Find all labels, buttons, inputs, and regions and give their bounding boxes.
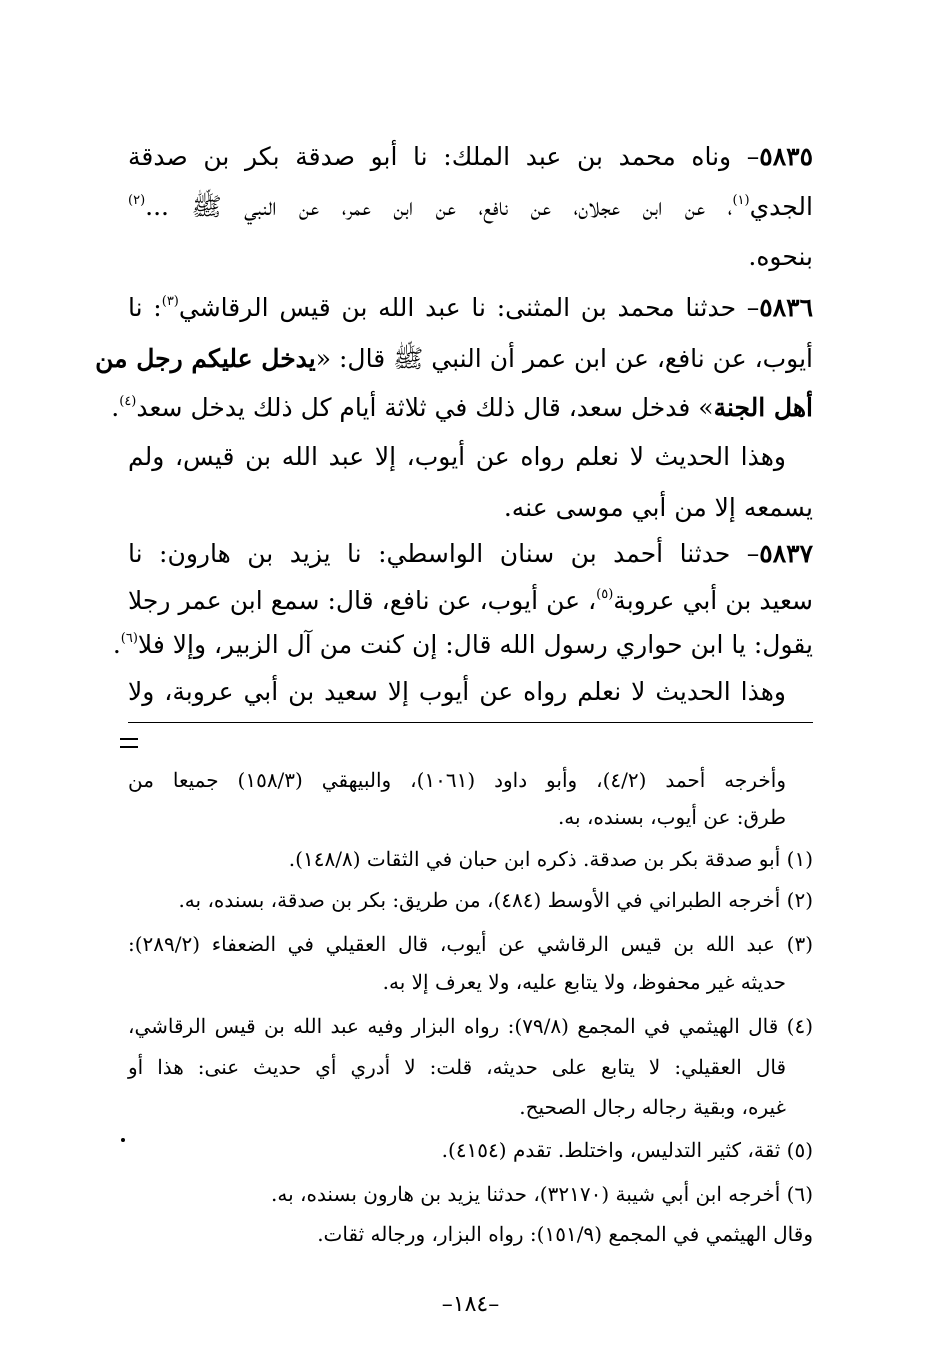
text-span: – حدثنا أحمد بن سنان الواسطي: نا يزيد بن هارون: نا [128, 539, 760, 568]
hadith-5835-line-3: بنحوه. [748, 242, 813, 271]
footnote-4-line-1: (٤) قال الهيثمي في المجمع (٧٩/٨): رواه البزار وفيه عبد الله بن قيس الرقاشي، [128, 1014, 813, 1038]
footnote-marker: (٤) [119, 394, 137, 409]
footnote-marker: (٢) [128, 193, 146, 208]
hadith-5837-line-3 [112, 628, 813, 662]
continuation-mark [120, 738, 138, 748]
hadith-5836-line-4: وهذا الحديث لا نعلم رواه عن أيوب، إلا عبد الله بن قيس، ولم [128, 442, 786, 471]
hadith-number: ٥٨٣٧ [759, 539, 813, 568]
footnote-marker: (٣) [161, 294, 179, 309]
text-span: يقول: يا ابن حواري رسول الله قال: إن كنت من آل الزبير، وإلا فلا [137, 630, 813, 659]
text-span: » فدخل سعد، قال ذلك في ثلاثة أيام كل ذلك يدخل سعد [136, 393, 714, 422]
footnote-4-line-2: قال العقيلي: لا يتابع على حديثه، قلت: لا أدري أي حديث عنى: هذا أو [128, 1055, 786, 1079]
hadith-5835-line-1 [128, 140, 813, 174]
hadith-5836-line-1 [128, 291, 813, 325]
footnote-3-line-1: (٣) عبد الله بن قيس الرقاشي عن أيوب، قال العقيلي في الضعفاء (٢٨٩/٢): [128, 932, 813, 956]
text-span: ، عن أيوب، عن نافع، قال: سمع ابن عمر رجلا [128, 586, 597, 615]
footnote-marker: (٦) [120, 631, 138, 646]
hadith-number: ٥٨٣٥ [759, 142, 813, 171]
footnote-4-line-3: غيره، وبقية رجاله رجال الصحيح. [519, 1095, 786, 1119]
hadith-5836-line-3 [111, 391, 813, 425]
text-span: : نا [128, 293, 162, 322]
footnote-5: (٥) ثقة، كثير التدليس، واختلط. تقدم (٤١٥٤). [441, 1138, 813, 1162]
text-span: أيوب، عن نافع، عن ابن عمر أن النبي ﷺ قال: « [315, 344, 813, 373]
text-span: الجدي [749, 192, 813, 221]
hadith-5836-line-2 [95, 342, 813, 376]
hadith-5837-line-1 [128, 537, 813, 571]
prophetic-quote: يدخل عليكم رجل من [95, 344, 316, 373]
footnote-3-line-2: حديثه غير محفوظ، ولا يتابع عليه، ولا يعرف إلا به. [382, 970, 786, 994]
text-span: . [111, 393, 120, 422]
footnote-2: (٢) أخرجه الطبراني في الأوسط (٤٨٤)، من طريق: بكر بن صدقة، بسنده، به. [178, 888, 813, 912]
footnote-6-line-2: وقال الهيثمي في المجمع (١٥١/٩): رواه البزار، ورجاله ثقات. [317, 1222, 813, 1246]
footnote-carry-line-2: طرق: عن أيوب، بسنده، به. [557, 805, 786, 829]
page-number: –١٨٤– [441, 1292, 500, 1317]
text-span: – حدثنا محمد بن المثنى: نا عبد الله بن قيس الرقاشي [178, 293, 760, 322]
print-speck [121, 1138, 125, 1142]
footnote-marker: (٥) [596, 587, 614, 602]
footnote-1: (١) أبو صدقة بكر بن صدقة. ذكره ابن حبان في الثقات (١٤٨/٨). [288, 847, 813, 871]
text-span: سعيد بن أبي عروبة [613, 586, 813, 615]
footnote-carry-line-1: وأخرجه أحمد (٤/٢)، وأبو داود (١٠٦١)، والبيهقي (١٥٨/٣) جميعا من [128, 768, 786, 792]
text-span: – وناه محمد بن عبد الملك: نا أبو صدقة بكر بن صدقة [128, 142, 760, 171]
hadith-5836-line-5: يسمعه إلا من أبي موسى عنه. [503, 493, 813, 522]
hadith-number: ٥٨٣٦ [759, 293, 813, 322]
footnote-marker: (١) [732, 193, 750, 208]
footnote-separator [128, 722, 813, 723]
hadith-5837-line-4: وهذا الحديث لا نعلم رواه عن أيوب إلا سعيد بن أبي عروبة، ولا [128, 677, 786, 706]
hadith-5837-line-2 [128, 584, 813, 618]
text-span: ، عن ابن عجلان، عن نافع، عن ابن عمر، عن النبي ﷺ ... [145, 192, 733, 221]
hadith-5835-line-2 [128, 190, 813, 224]
footnote-6-line-1: (٦) أخرجه ابن أبي شيبة (٣٢١٧٠)، حدثنا يزيد بن هارون بسنده، به. [271, 1182, 813, 1206]
prophetic-quote: أهل الجنة [713, 393, 813, 422]
text-span: . [112, 630, 121, 659]
